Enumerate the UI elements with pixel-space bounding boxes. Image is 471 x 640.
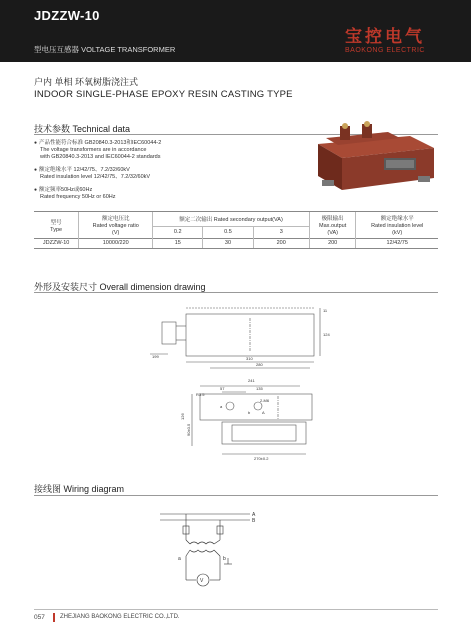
th-type: [34, 212, 79, 239]
dim-r35: R3.5: [196, 392, 205, 397]
dim-199: 199: [152, 354, 159, 359]
bullet-standard-en-1: The voltage transformers are in accordance: [40, 147, 147, 153]
th-max-en: Max.output: [319, 223, 347, 229]
dim-310: 310: [246, 356, 253, 361]
cell-max: 200: [309, 239, 356, 249]
wiring-label-a: a: [178, 556, 181, 562]
bullet-frequency: [34, 187, 284, 201]
wiring-heading: 接线图 Wiring diagram: [34, 484, 125, 494]
th-insulation-unit: (kV): [392, 230, 403, 236]
bullet-standard: [34, 140, 284, 161]
dim-11: 11: [323, 308, 328, 313]
th-insulation: [356, 212, 438, 239]
footer-divider: [34, 609, 438, 610]
dim-124: 124: [323, 332, 330, 337]
company-name: ZHEJIANG BAOKONG ELECTRIC CO.,LTD.: [60, 614, 180, 620]
bullet-standard-cn: ● 产品性能符合标准 GB20840.3-2013和IEC60044-2: [34, 140, 161, 146]
footer-accent: [53, 613, 55, 622]
dim-90: 90±0.5: [186, 423, 191, 436]
spec-table: [34, 211, 438, 249]
th-class-05: 0.5: [203, 227, 253, 239]
dimension-heading: 外形及安装尺寸 Overall dimension drawing: [34, 282, 206, 292]
dim-270: 270±0.2: [254, 456, 269, 461]
technical-bullets: [34, 140, 284, 207]
logo-cn: 宝控电气: [345, 27, 425, 46]
th-ratio: [79, 212, 153, 239]
page-header: [0, 0, 471, 62]
wiring-diagram: [150, 500, 290, 592]
th-secondary: 额定二次输出 Rated secondary output(VA): [153, 212, 310, 227]
dim-280: 280: [256, 362, 263, 367]
th-ratio-unit: (V): [112, 230, 120, 236]
wiring-divider: [34, 495, 438, 496]
cell-ratio: 10000/220: [79, 239, 153, 249]
logo-en: BAOKONG ELECTRIC: [345, 47, 425, 54]
product-photo: [300, 118, 440, 196]
dim-241: 241: [248, 378, 255, 383]
dimension-divider: [34, 292, 438, 293]
bullet-frequency-cn: ● 额定频率50Hz或60Hz: [34, 187, 92, 193]
terminal-b: b: [248, 410, 251, 415]
technical-heading: 技术参数 Technical data: [34, 124, 131, 134]
cell-out-3: 200: [253, 239, 309, 249]
th-max: [309, 212, 356, 239]
th-type-cn: 型号: [50, 219, 62, 226]
bullet-insulation: [34, 167, 284, 181]
wiring-label-B: B: [252, 518, 256, 524]
cell-insulation: 12/42/75: [356, 239, 438, 249]
voltmeter-symbol: V: [200, 578, 204, 584]
th-class-02: 0.2: [153, 227, 203, 239]
dim-57: 57: [220, 386, 225, 391]
cell-out-02: 15: [153, 239, 203, 249]
th-max-unit: (VA): [327, 230, 338, 236]
wiring-label-A: A: [252, 512, 256, 518]
th-ratio-cn: 额定电压比: [101, 216, 130, 222]
th-max-cn: 极限输出: [321, 216, 344, 222]
th-class-3: 3: [253, 227, 309, 239]
bullet-insulation-en: Rated insulation level 12/42/75、7.2/32/60kV: [40, 174, 151, 180]
brand-logo: [325, 28, 445, 60]
bullet-standard-en-2: with GB20840.3-2013 and IEC60044-2 standards: [40, 154, 161, 160]
model-subtitle: 型电压互感器 VOLTAGE TRANSFORMER: [34, 45, 176, 54]
cell-type: JDZZW-10: [34, 239, 79, 249]
bullet-insulation-cn: ● 额定绝缘水平 12/42/75、7.2/32/60kV: [34, 167, 130, 173]
cell-out-05: 30: [203, 239, 253, 249]
bullet-frequency-en: Rated frequency 50Hz or 60Hz: [40, 194, 116, 200]
th-insulation-en: Rated insulation level: [371, 223, 424, 229]
product-title-cn: 户内 单相 环氧树脂浇注式: [34, 77, 139, 87]
table-row: [34, 239, 438, 249]
dimension-drawing: [150, 296, 350, 466]
dim-126: 126: [180, 413, 185, 420]
product-title-en: INDOOR SINGLE-PHASE EPOXY RESIN CASTING TYPE: [34, 89, 293, 100]
dim-135: 135: [256, 386, 263, 391]
terminal-a: a: [220, 404, 223, 409]
th-insulation-cn: 额定绝缘水平: [380, 216, 414, 222]
th-ratio-en: Rated voltage ratio: [92, 223, 139, 229]
model-title: JDZZW-10: [34, 8, 100, 23]
terminal-A: A: [262, 410, 265, 415]
dim-2m6: 2-M6: [260, 398, 270, 403]
page-number: 057: [34, 614, 45, 621]
th-type-en: Type: [50, 226, 63, 233]
wiring-label-b: b: [223, 556, 226, 562]
